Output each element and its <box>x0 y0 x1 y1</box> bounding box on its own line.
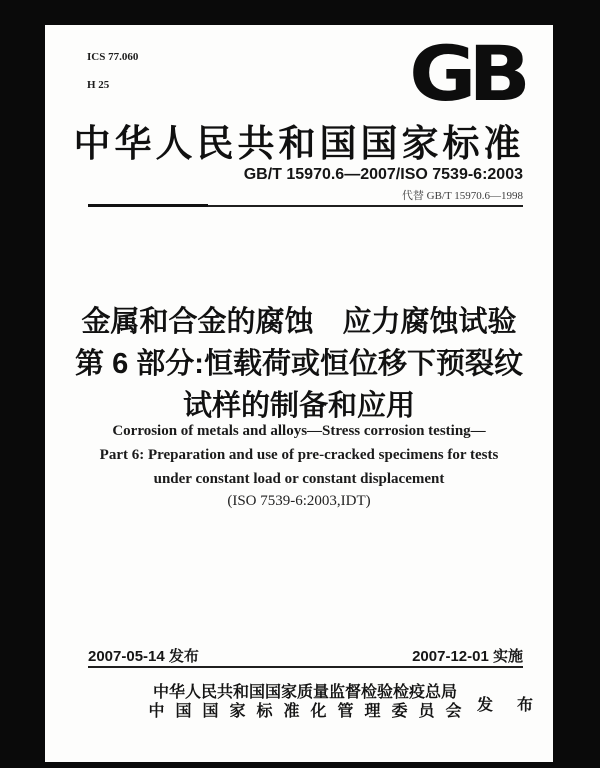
chinese-title <box>45 301 553 427</box>
standard-cover-page <box>45 25 553 762</box>
issue-date: 2007-05-14 发布 <box>88 648 199 665</box>
chinese-title-line1: 金属和合金的腐蚀 应力腐蚀试验 <box>81 306 517 338</box>
iso-reference: (ISO 7539-6:2003,IDT) <box>227 493 371 509</box>
bottom-divider-rule <box>88 666 523 668</box>
replaces-note: 代替 GB/T 15970.6—1998 <box>401 190 523 202</box>
english-title-line1: Corrosion of metals and alloys—Stress corrosion testing— <box>112 423 486 439</box>
ics-code: ICS 77.060 <box>87 51 139 63</box>
gb-logo: GB <box>409 30 523 119</box>
implementation-date: 2007-12-01 实施 <box>412 648 523 665</box>
national-standard-heading: 中华人民共和国国家标准 <box>73 124 525 165</box>
publish-label: 发 布 <box>477 697 544 714</box>
english-title-line2: Part 6: Preparation and use of pre-cracked specimens for tests <box>99 447 499 463</box>
chinese-title-line3: 试样的制备和应用 <box>182 390 415 422</box>
issuer-line2: 中国国家标准化管理委员会 <box>148 703 473 720</box>
ics-classification-block <box>87 36 138 106</box>
standard-number: GB/T 15970.6—2007/ISO 7539-6:2003 <box>243 166 523 183</box>
top-divider-rule <box>88 205 523 207</box>
dates-row <box>88 645 523 666</box>
china-class-code: H 25 <box>87 79 110 91</box>
chinese-title-line2: 第 6 部分:恒载荷或恒位移下预裂纹 <box>75 348 523 380</box>
english-title <box>45 419 553 491</box>
issuing-bodies <box>145 683 473 721</box>
issuer-line1: 中华人民共和国国家质量监督检验检疫总局 <box>152 684 457 701</box>
english-title-line3: under constant load or constant displacement <box>153 471 445 487</box>
